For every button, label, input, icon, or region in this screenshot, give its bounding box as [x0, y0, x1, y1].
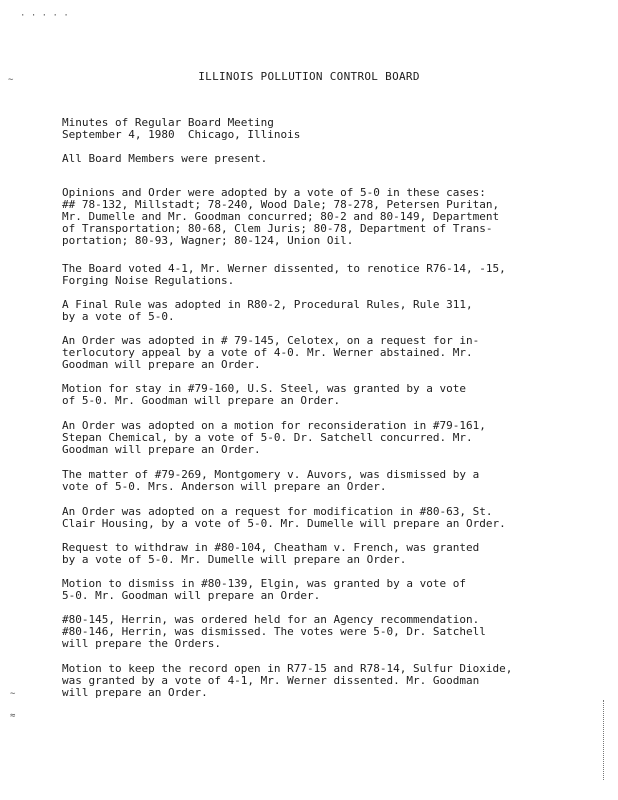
document-title: ILLINOIS POLLUTION CONTROL BOARD — [198, 70, 420, 83]
paragraph-sulfur-dioxide: Motion to keep the record open in R77-15 and R78-14, Sulfur Dioxide, was granted by a vote of 4-1, Mr. Werner dissented. Mr. Goodman will prepare an Order. — [62, 662, 513, 699]
paragraph-opinions: Opinions and Order were adopted by a vote of 5-0 in these cases: ## 78-132, Millstadt; 78-240, Wood Dale; 78-278, Petersen Puritan, Mr. Dumelle and Mr. Goodman concurred; 80-2 and 80-149, Department of Transportation; 80-68, Clem Juris; 80-78, Department of Trans- portation; 80-93, Wagner; 80-124, Union Oil. — [62, 186, 500, 247]
scan-speck-top: · · · · · — [20, 11, 69, 21]
paragraph-final-rule: A Final Rule was adopted in R80-2, Procedural Rules, Rule 311, by a vote of 5-0. — [62, 298, 473, 323]
paragraph-us-steel: Motion for stay in #79-160, U.S. Steel, was granted by a vote of 5-0. Mr. Goodman will prepare an Order. — [62, 382, 466, 407]
paragraph-herrin: #80-145, Herrin, was ordered held for an Agency recommendation. #80-146, Herrin, was dismissed. The votes were 5-0, Dr. Satchell will prepare the Orders. — [62, 613, 486, 650]
paragraph-attendance: All Board Members were present. — [62, 152, 268, 165]
scan-speck-left: ∼ — [8, 75, 14, 85]
paragraph-renotice: The Board voted 4-1, Mr. Werner dissented, to renotice R76-14, -15, Forging Noise Regulations. — [62, 262, 506, 287]
scan-edge-marks — [603, 700, 608, 780]
meeting-heading-line1: Minutes of Regular Board Meeting — [62, 116, 274, 129]
paragraph-celotex: An Order was adopted in # 79-145, Celotex, on a request for in- terlocutory appeal by a vote of 4-0. Mr. Werner abstained. Mr. Goodman will prepare an Order. — [62, 334, 480, 371]
scan-speck-left-bottom: ≈ — [10, 711, 16, 721]
paragraph-st-clair: An Order was adopted on a request for modification in #80-63, St. Clair Housing, by a vote of 5-0. Mr. Dumelle will prepare an Order. — [62, 505, 506, 530]
paragraph-montgomery: The matter of #79-269, Montgomery v. Auvors, was dismissed by a vote of 5-0. Mrs. Anderson will prepare an Order. — [62, 468, 480, 493]
paragraph-elgin: Motion to dismiss in #80-139, Elgin, was granted by a vote of 5-0. Mr. Goodman will prepare an Order. — [62, 577, 466, 602]
paragraph-stepan: An Order was adopted on a motion for reconsideration in #79-161, Stepan Chemical, by a vote of 5-0. Dr. Satchell concurred. Mr. Goodman will prepare an Order. — [62, 419, 486, 456]
paragraph-cheatham: Request to withdraw in #80-104, Cheatham v. French, was granted by a vote of 5-0. Mr. Dumelle will prepare an Order. — [62, 541, 480, 566]
meeting-heading-line2: September 4, 1980 Chicago, Illinois — [62, 128, 301, 141]
scan-speck-left-lower: ∼ — [10, 689, 16, 699]
